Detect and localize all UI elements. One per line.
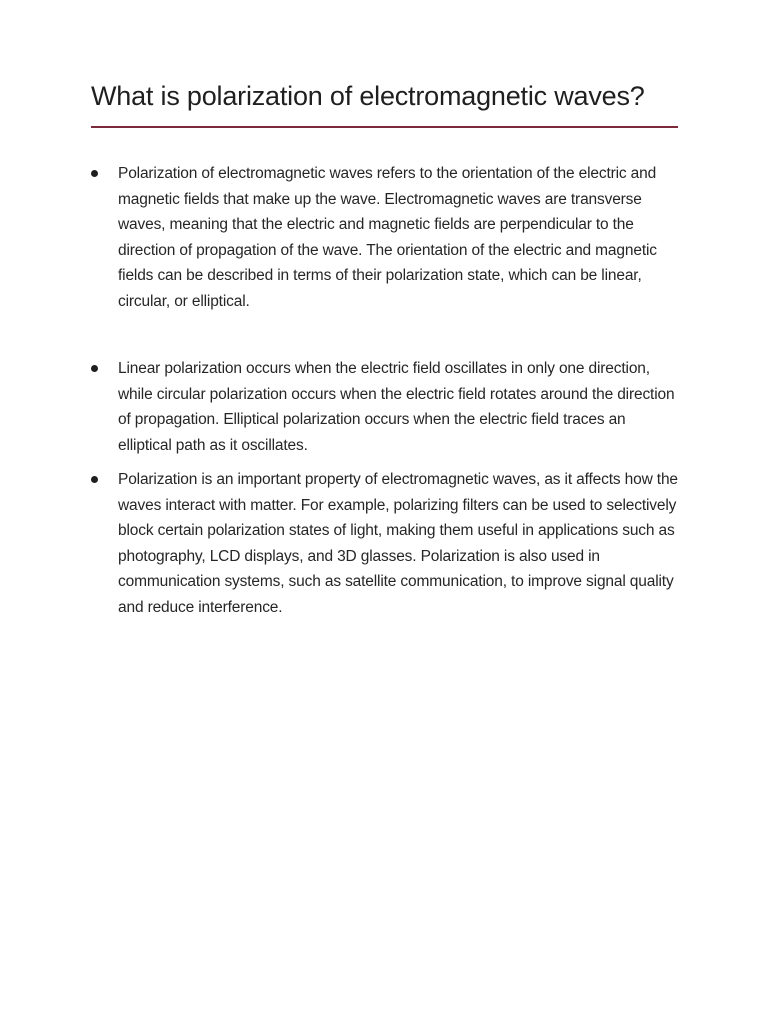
page-title: What is polarization of electromagnetic waves? [91,81,645,111]
bullet-text: Linear polarization occurs when the electric field oscillates in only one direction, while circular polarization occurs when the electric field rotates around the direction of propagation. Elliptical polarization occurs when the electric field traces an elliptical path as it oscillates. [118,360,675,454]
bullet-text: Polarization is an important property of electromagnetic waves, as it affects how the waves interact with matter. For example, polarizing filters can be used to selectively block certain polarization states of light, making them useful in applications such as photography, LCD displays, and 3D glasses. Polarization is also used in communication systems, such as satellite communication, to improve signal quality and reduce interference. [118,471,678,616]
title-divider [91,126,678,128]
bullet-text: Polarization of electromagnetic waves refers to the orientation of the electric and magnetic fields that make up the wave. Electromagnetic waves are transverse waves, meaning that the electric and magnetic fields are perpendicular to the direction of propagation of the wave. The orientation of the electric and magnetic fields can be described in terms of their polarization state, which can be linear, circular, or elliptical. [118,165,657,310]
bullet-dot-icon [91,170,98,177]
bullet-dot-icon [91,476,98,483]
bullet-dot-icon [91,365,98,372]
